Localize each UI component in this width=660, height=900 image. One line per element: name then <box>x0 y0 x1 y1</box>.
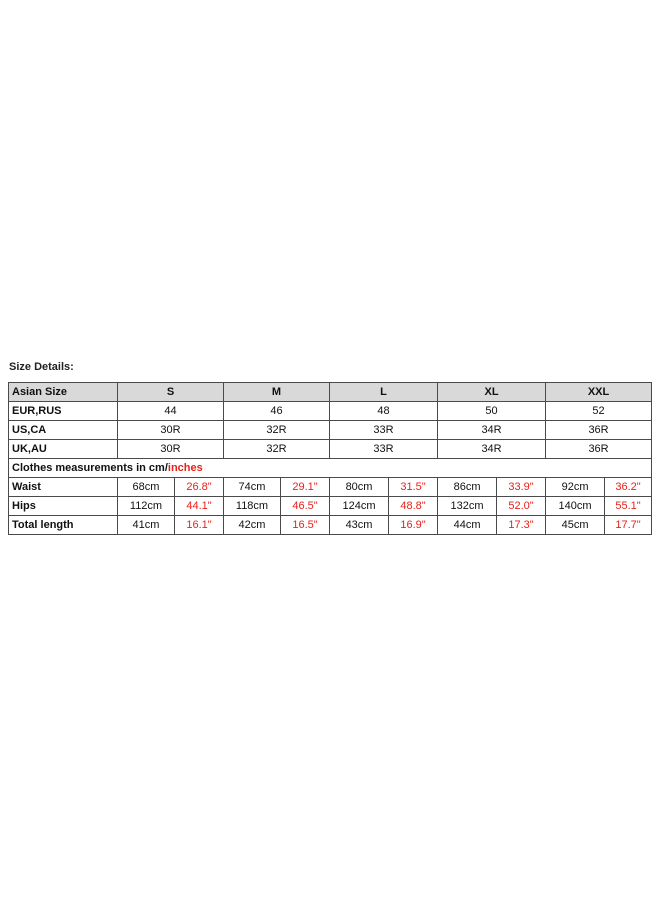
inch-cell: 31.5" <box>389 478 438 497</box>
inch-cell: 46.5" <box>281 497 330 516</box>
row-label-hips: Hips <box>9 497 118 516</box>
table-cell: 36R <box>546 440 652 459</box>
cm-cell: 112cm <box>118 497 175 516</box>
inch-cell: 16.9" <box>389 516 438 535</box>
table-cell: 48 <box>330 402 438 421</box>
size-heading-xl: XL <box>438 383 546 402</box>
inch-cell: 55.1" <box>605 497 652 516</box>
inch-cell: 29.1" <box>281 478 330 497</box>
size-heading-l: L <box>330 383 438 402</box>
table-row <box>9 516 652 535</box>
cm-cell: 68cm <box>118 478 175 497</box>
inch-cell: 17.3" <box>497 516 546 535</box>
size-heading-xxl: XXL <box>546 383 652 402</box>
measurement-note-prefix: Clothes measurements in cm/ <box>12 462 168 474</box>
cm-cell: 44cm <box>438 516 497 535</box>
cm-cell: 43cm <box>330 516 389 535</box>
table-cell: 33R <box>330 421 438 440</box>
measurement-note-inches: inches <box>167 462 203 474</box>
table-cell: 34R <box>438 440 546 459</box>
row-label-us-ca: US,CA <box>9 421 118 440</box>
inch-cell: 33.9" <box>497 478 546 497</box>
table-cell: 52 <box>546 402 652 421</box>
inch-cell: 16.5" <box>281 516 330 535</box>
table-row <box>9 440 652 459</box>
table-row <box>9 497 652 516</box>
cm-cell: 140cm <box>546 497 605 516</box>
row-label-eur-rus: EUR,RUS <box>9 402 118 421</box>
cm-cell: 124cm <box>330 497 389 516</box>
row-label-uk-au: UK,AU <box>9 440 118 459</box>
table-cell: 36R <box>546 421 652 440</box>
table-row <box>9 421 652 440</box>
inch-cell: 44.1" <box>175 497 224 516</box>
measurement-note <box>9 459 652 478</box>
inch-cell: 52.0" <box>497 497 546 516</box>
cm-cell: 74cm <box>224 478 281 497</box>
row-label-total-length: Total length <box>9 516 118 535</box>
cm-cell: 45cm <box>546 516 605 535</box>
table-cell: 50 <box>438 402 546 421</box>
table-cell: 30R <box>118 440 224 459</box>
size-heading-s: S <box>118 383 224 402</box>
table-cell: 44 <box>118 402 224 421</box>
inch-cell: 17.7" <box>605 516 652 535</box>
cm-cell: 132cm <box>438 497 497 516</box>
table-cell: 46 <box>224 402 330 421</box>
row-label-waist: Waist <box>9 478 118 497</box>
inch-cell: 36.2" <box>605 478 652 497</box>
cm-cell: 118cm <box>224 497 281 516</box>
cm-cell: 92cm <box>546 478 605 497</box>
table-cell: 32R <box>224 421 330 440</box>
table-header-row <box>9 383 652 402</box>
table-cell: 33R <box>330 440 438 459</box>
table-cell: 30R <box>118 421 224 440</box>
table-row <box>9 402 652 421</box>
size-chart-table <box>8 382 652 535</box>
header-label: Asian Size <box>9 383 118 402</box>
inch-cell: 16.1" <box>175 516 224 535</box>
size-heading-m: M <box>224 383 330 402</box>
table-row <box>9 478 652 497</box>
table-cell: 32R <box>224 440 330 459</box>
table-cell: 34R <box>438 421 546 440</box>
inch-cell: 48.8" <box>389 497 438 516</box>
inch-cell: 26.8" <box>175 478 224 497</box>
cm-cell: 86cm <box>438 478 497 497</box>
cm-cell: 80cm <box>330 478 389 497</box>
measurement-note-row <box>9 459 652 478</box>
cm-cell: 41cm <box>118 516 175 535</box>
cm-cell: 42cm <box>224 516 281 535</box>
section-title: Size Details: <box>9 361 74 373</box>
